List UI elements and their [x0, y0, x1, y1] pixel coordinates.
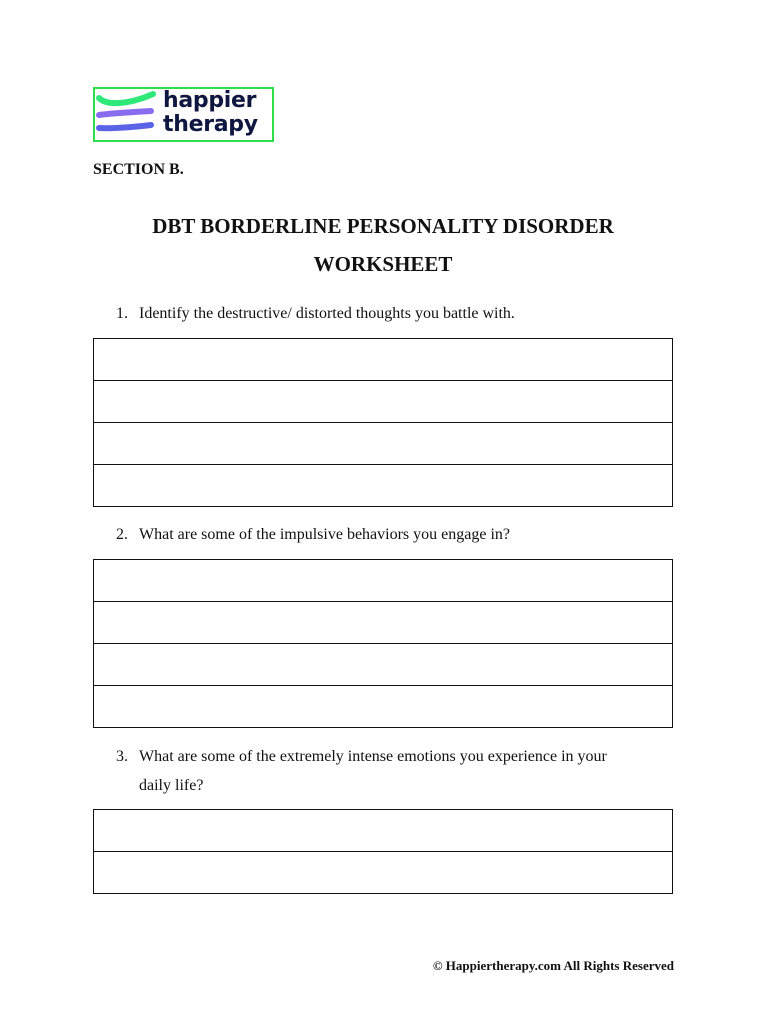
question-number: 1.	[116, 305, 128, 322]
copyright-footer: © Happiertherapy.com All Rights Reserved	[432, 958, 674, 973]
question-3	[116, 742, 656, 800]
answer-line[interactable]	[94, 380, 672, 422]
answer-line[interactable]	[94, 685, 672, 727]
question-number: 3.	[116, 748, 128, 765]
question-2	[116, 520, 656, 549]
answer-line[interactable]	[94, 851, 672, 893]
answer-line[interactable]	[94, 601, 672, 643]
happier-therapy-logo	[93, 87, 274, 142]
answer-box-1	[93, 338, 673, 507]
wave-logo-icon	[95, 89, 163, 140]
question-number: 2.	[116, 526, 128, 543]
question-1	[116, 299, 656, 328]
answer-line[interactable]	[94, 338, 672, 380]
answer-box-2	[93, 559, 673, 728]
question-text: Identify the destructive/ distorted thoughts you battle with.	[139, 305, 515, 322]
answer-line[interactable]	[94, 809, 672, 851]
logo-line-2: therapy	[163, 112, 258, 137]
answer-line[interactable]	[94, 643, 672, 685]
question-text-line-1: What are some of the extremely intense emotions you experience in your	[139, 748, 607, 765]
logo-wordmark	[163, 89, 258, 137]
logo-line-1: happier	[163, 88, 257, 113]
title-line-1: DBT BORDERLINE PERSONALITY DISORDER	[152, 214, 614, 238]
answer-line[interactable]	[94, 464, 672, 506]
answer-line[interactable]	[94, 422, 672, 464]
answer-box-3	[93, 809, 673, 894]
question-text: What are some of the impulsive behaviors you engage in?	[139, 526, 510, 543]
question-text-line-2: daily life?	[139, 777, 204, 794]
worksheet-title	[93, 207, 673, 283]
section-label: SECTION B.	[93, 161, 184, 178]
title-line-2: WORKSHEET	[313, 252, 453, 276]
answer-line[interactable]	[94, 559, 672, 601]
